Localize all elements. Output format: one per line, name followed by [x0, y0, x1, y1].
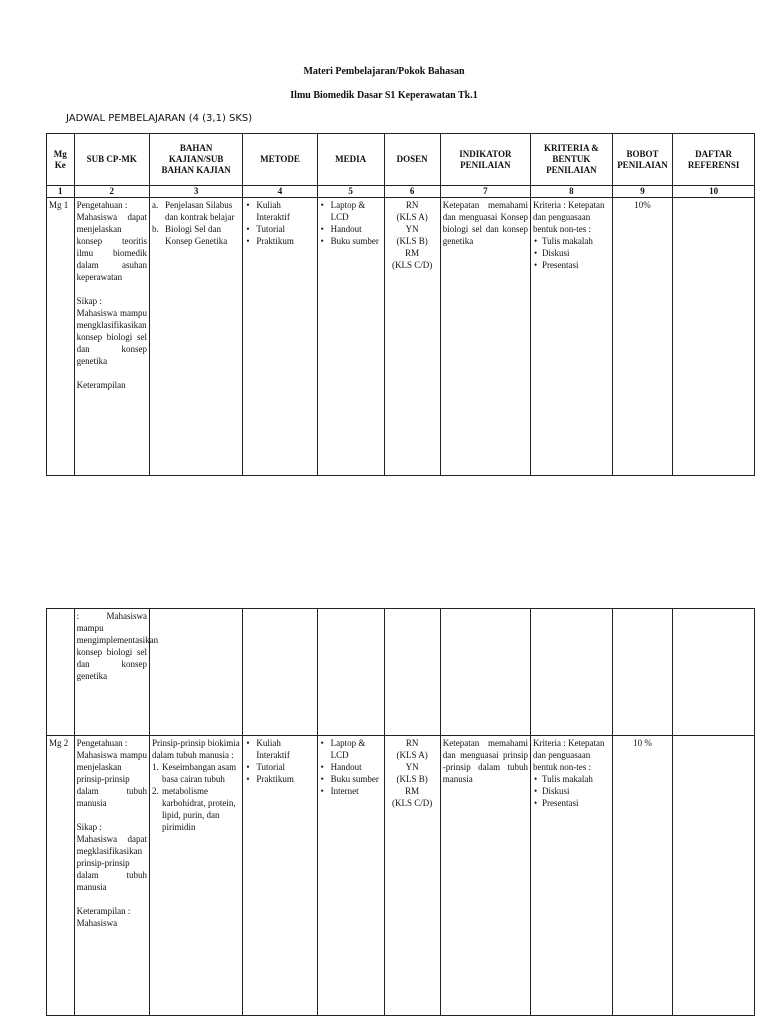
- sub-cp-mk-cell: : Mahasiswa mampu mengimplementasikan konsep biologi sel dan konsep genetika: [74, 609, 149, 736]
- list-item: • Tulis makalah: [533, 235, 610, 247]
- pengetahuan-text: Mahasiswa dapat menjelaskan konsep teoritis ilmu biomedik dalam asuhan keperawatan: [76, 212, 147, 282]
- metode-cell: [243, 609, 317, 736]
- list-item: • Presentasi: [533, 797, 610, 809]
- col-number: 1: [47, 186, 75, 198]
- metode-cell: [243, 736, 317, 1016]
- dosen-line: YN: [405, 762, 419, 772]
- header-bahan-kajian: BAHAN KAJIAN/SUB BAHAN KAJIAN: [149, 134, 242, 186]
- list-item: b. Biologi Sel dan Konsep Genetika: [151, 224, 228, 246]
- kriteria-cell: [530, 198, 612, 476]
- bobot-cell: 10 %: [612, 736, 673, 1016]
- list-item: • Tulis makalah: [533, 773, 610, 785]
- col-number: 5: [317, 186, 384, 198]
- col-number: 9: [612, 186, 673, 198]
- dosen-line: RM: [405, 786, 420, 796]
- dosen-line: (KLS B): [396, 236, 428, 246]
- dosen-line: (KLS B): [396, 774, 428, 784]
- kriteria-text: Kriteria : Ketepatan dan penguasaan bentuk non-tes :: [532, 200, 605, 234]
- list-item: • Tutorial: [245, 223, 314, 235]
- kriteria-cell: [530, 609, 612, 736]
- dosen-line: (KLS C/D): [392, 260, 433, 270]
- media-cell: [317, 736, 384, 1016]
- sikap-text: Mahasiswa dapat megklasifikasikan prinsip-prinsip dalam tubuh manusia: [76, 834, 147, 892]
- col-number: 6: [384, 186, 440, 198]
- list-item: • Buku sumber: [320, 235, 382, 247]
- schedule-table: [46, 133, 755, 476]
- document-title: Materi Pembelajaran/Pokok Bahasan: [303, 66, 465, 77]
- dosen-cell: [384, 198, 440, 476]
- week-cell: Mg 2: [47, 736, 75, 1016]
- sub-cp-mk-cell: [74, 736, 149, 1016]
- list-item: 2. metabolisme karbohidrat, protein, lipid, purin, dan pirimidin: [151, 786, 236, 832]
- column-number-row: [47, 186, 755, 198]
- table-row-week-1: [47, 198, 755, 476]
- header-kriteria: KRITERIA & BENTUK PENILAIAN: [530, 134, 612, 186]
- bobot-cell: [612, 609, 673, 736]
- list-item: • Presentasi: [533, 259, 610, 271]
- sikap-label: Sikap :: [76, 822, 102, 832]
- metode-cell: [243, 198, 317, 476]
- header-dosen: DOSEN: [384, 134, 440, 186]
- header-referensi: DAFTAR REFERENSI: [673, 134, 755, 186]
- dosen-line: (KLS A): [396, 212, 428, 222]
- dosen-line: (KLS C/D): [392, 798, 433, 808]
- referensi-cell: [673, 198, 755, 476]
- dosen-cell: [384, 609, 440, 736]
- media-cell: [317, 609, 384, 736]
- keterampilan-label: Keterampilan: [76, 380, 126, 390]
- dosen-cell: [384, 736, 440, 1016]
- sikap-label: Sikap :: [76, 296, 102, 306]
- keterampilan-text: Mahasiswa: [76, 918, 118, 928]
- col-number: 4: [243, 186, 317, 198]
- list-item: • Kuliah Interaktif: [245, 737, 314, 761]
- indikator-cell: Ketepatan memahami dan menguasai prinsip -prinsip dalam tubuh manusia: [440, 736, 530, 1016]
- document-subtitle: Ilmu Biomedik Dasar S1 Keperawatan Tk.1: [290, 90, 478, 101]
- list-item: • Praktikum: [245, 235, 314, 247]
- bahan-intro: Prinsip-prinsip biokimia dalam tubuh manusia :: [151, 738, 240, 760]
- list-item: • Kuliah Interaktif: [245, 199, 314, 223]
- bahan-kajian-cell: [149, 609, 242, 736]
- dosen-line: YN: [405, 224, 419, 234]
- list-item: • Praktikum: [245, 773, 314, 785]
- header-indikator: INDIKATOR PENILAIAN: [440, 134, 530, 186]
- kriteria-text: Kriteria : Ketepatan dan penguasaan bentuk non-tes :: [532, 738, 605, 772]
- list-item: • Internet: [320, 785, 382, 797]
- kriteria-cell: [530, 736, 612, 1016]
- list-item: • Handout: [320, 761, 382, 773]
- bahan-kajian-cell: [149, 198, 242, 476]
- bahan-kajian-cell: [149, 736, 242, 1016]
- list-item: • Diskusi: [533, 785, 610, 797]
- header-bobot: BOBOT PENILAIAN: [612, 134, 673, 186]
- list-item: • Handout: [320, 223, 382, 235]
- dosen-line: RN: [405, 738, 419, 748]
- header-media: MEDIA: [317, 134, 384, 186]
- dosen-line: (KLS A): [396, 750, 428, 760]
- table-row-week-2: [47, 736, 755, 1016]
- keterampilan-label: Keterampilan :: [76, 906, 131, 916]
- list-item: • Buku sumber: [320, 773, 382, 785]
- pengetahuan-label: Pengetahuan :: [76, 738, 128, 748]
- pengetahuan-text: Mahasiswa mampu menjelaskan prinsip-prinsip dalam tubuh manusia: [76, 750, 147, 808]
- table-row-week-1-continued: [47, 609, 755, 736]
- sub-cp-mk-cell: [74, 198, 149, 476]
- schedule-table-continued: [46, 608, 755, 1016]
- table-header-row: [47, 134, 755, 186]
- week-cell: [47, 609, 75, 736]
- header-mg-ke: Mg Ke: [47, 134, 75, 186]
- col-number: 7: [440, 186, 530, 198]
- list-item: • Laptop & LCD: [320, 737, 382, 761]
- media-cell: [317, 198, 384, 476]
- bobot-cell: 10%: [612, 198, 673, 476]
- sikap-text: Mahasiswa mampu mengklasifikasikan konsep biologi sel dan konsep genetika: [76, 308, 147, 366]
- col-number: 3: [149, 186, 242, 198]
- referensi-cell: [673, 609, 755, 736]
- list-item: 1. Keseimbangan asam basa cairan tubuh: [151, 762, 237, 784]
- schedule-label: JADWAL PEMBELAJARAN (4 (3,1) SKS): [66, 113, 253, 124]
- header-metode: METODE: [243, 134, 317, 186]
- pengetahuan-label: Pengetahuan :: [76, 200, 128, 210]
- dosen-line: RN: [405, 200, 419, 210]
- indikator-cell: Ketepatan memahami dan menguasai Konsep biologi sel dan konsep genetika: [440, 198, 530, 476]
- indikator-cell: [440, 609, 530, 736]
- col-number: 10: [673, 186, 755, 198]
- list-item: • Diskusi: [533, 247, 610, 259]
- list-item: • Tutorial: [245, 761, 314, 773]
- col-number: 2: [74, 186, 149, 198]
- referensi-cell: [673, 736, 755, 1016]
- col-number: 8: [530, 186, 612, 198]
- list-item: • Laptop & LCD: [320, 199, 382, 223]
- list-item: a. Penjelasan Silabus dan kontrak belajar: [151, 200, 235, 222]
- week-cell: Mg 1: [47, 198, 75, 476]
- header-sub-cp-mk: SUB CP-MK: [74, 134, 149, 186]
- dosen-line: RM: [405, 248, 420, 258]
